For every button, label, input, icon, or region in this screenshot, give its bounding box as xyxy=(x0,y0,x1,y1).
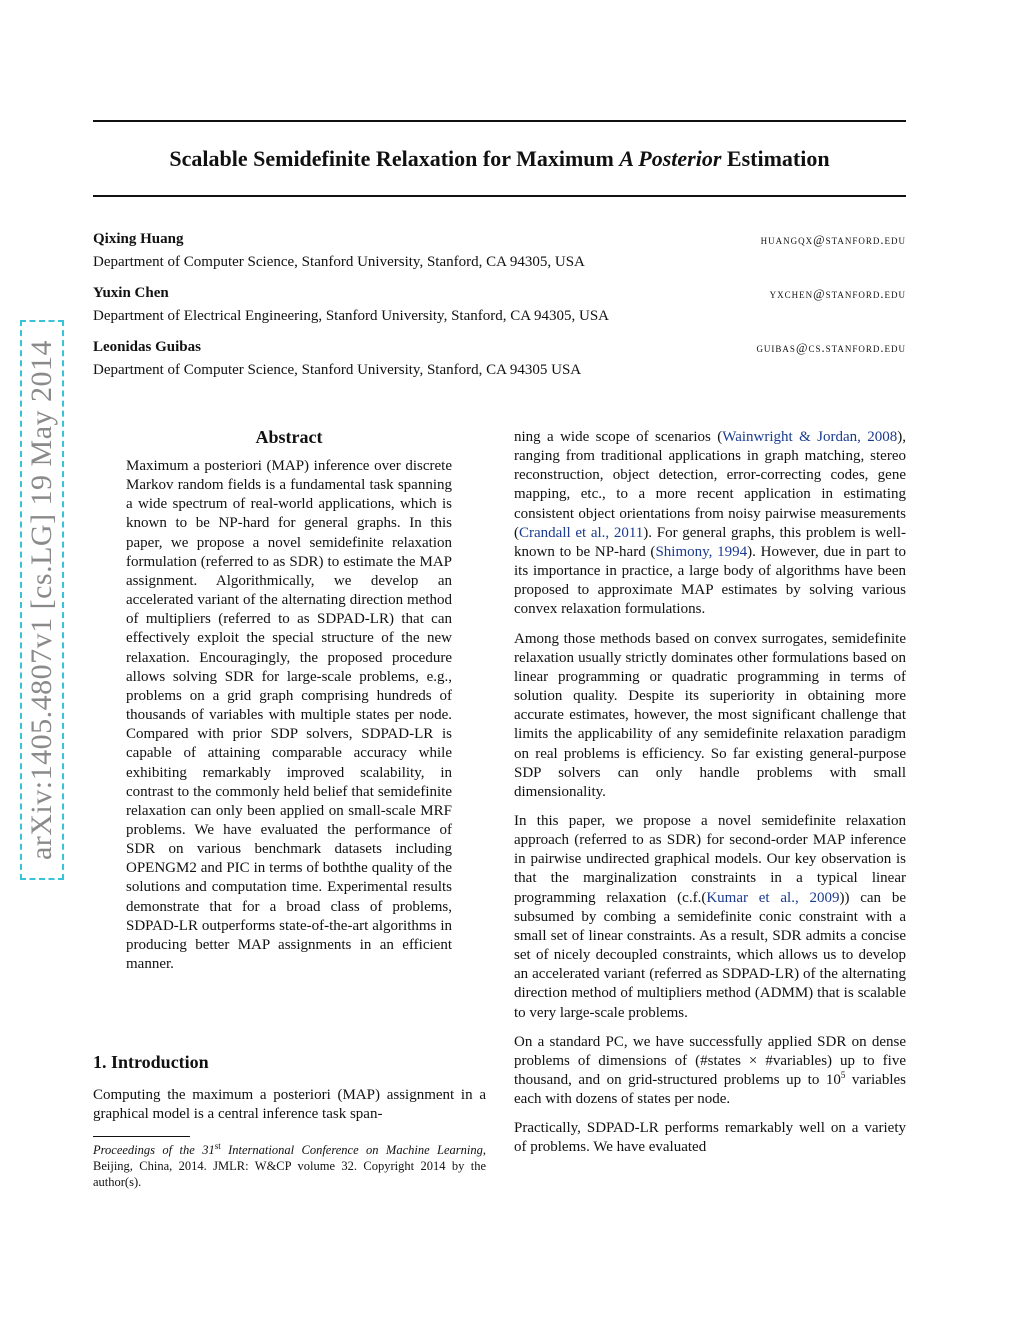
author-name: Qixing Huang xyxy=(93,231,184,247)
introduction-text-start: Computing the maximum a posteriori (MAP) assignment in a graphical model is a central inference task span- xyxy=(93,1087,486,1123)
title-end: Estimation xyxy=(726,146,830,171)
title-bottom-rule xyxy=(93,195,906,197)
title-main: Scalable Semidefinite Relaxation for Maximum xyxy=(169,146,614,171)
citation-link[interactable]: Shimony, 1994 xyxy=(655,543,748,560)
paragraph: Practically, SDPAD-LR performs remarkably well on a variety of problems. We have evaluated xyxy=(514,1120,906,1156)
footnote-conference: International Conference on Machine Learning xyxy=(228,1143,483,1157)
author-name: Leonidas Guibas xyxy=(93,339,201,355)
right-column xyxy=(514,428,906,1168)
paragraph: Among those methods based on convex surrogates, semidefinite relaxation usually strictly dominates other formulations based on linear programming or quadratic programming in terms of solution quality. Despite its superiority in obtaining more accurate estimates, however, the most significant challenge that limits the applicability of any semidefinite relaxation paradigm on real problems is efficiency. So far existing general-purpose SDP solvers can only handle problems with small dimensionality. xyxy=(514,630,906,800)
author-name: Yuxin Chen xyxy=(93,285,169,301)
title-italic: A Posterior xyxy=(619,146,722,171)
abstract-text: Maximum a posteriori (MAP) inference over discrete Markov random fields is a fundamental task spanning a wide spectrum of real-world applications, which is known to be NP-hard for general graphs. In this paper, we propose a novel semidefinite relaxation formulation (referred to as SDR) to estimate the MAP assignment. Algorithmically, we develop an accelerated variant of the alternating direction method of multipliers (referred to as SDPAD-LR) that can effectively exploit the special structure of the new relaxation. Encouragingly, the proposed procedure allows solving SDR for large-scale problems, e.g., problems on a grid graph comprising hundreds of thousands of variables with multiple states per node. Compared with prior SDP solvers, SDPAD-LR is capable of attaining comparable accuracy while exhibiting remarkably improved scalability, in contrast to the commonly held belief that semidefinite relaxation can only been applied on small-scale MRF problems. We have evaluated the performance of SDR on various benchmark datasets including OPENGM2 and PIC in terms of boththe quality of the solutions and computation time. Experimental results demonstrate that for a broad class of problems, SDPAD-LR outperforms state-of-the-art algorithms in producing better MAP assignments in an efficient manner. xyxy=(126,458,452,973)
author-affiliation: Department of Computer Science, Stanford University, Stanford, CA 94305, USA xyxy=(93,254,585,270)
arxiv-identifier-stamp: arXiv:1405.4807v1 [cs.LG] 19 May 2014 xyxy=(20,320,64,880)
footnote-prefix: Proceedings of the 31 xyxy=(93,1143,215,1157)
footnote-rule xyxy=(93,1136,190,1137)
author-email[interactable]: huangqx@stanford.edu xyxy=(760,233,906,247)
paragraph: In this paper, we propose a novel semidefinite relaxation approach (referred to as SDR) for second-order MAP inference in pairwise undirected graphical models. Our key observation is that the marginalization constraints in a typical linear programming relaxation (c.f.(Kumar et al., 2009)) can be subsumed by combing a semidefinite conic constraint with a small set of linear constraints. As a result, SDR admits a concise set of nicely decoupled constraints, which allows us to develop an accelerated variant (referred as SDPAD-LR) of the alternating direction method of multipliers method (ADMM) that is scalable to very large-scale problems. xyxy=(514,812,906,1021)
paragraph: ning a wide scope of scenarios (Wainwright & Jordan, 2008), ranging from traditional applications in graph matching, stereo reconstruction, object detection, error-correcting codes, gene mapping, etc., to a more recent application in estimating consistent object orientations from noisy pairwise measurements (Crandall et al., 2011). For general graphs, this problem is well-known to be NP-hard (Shimony, 1994). However, due in part to its importance in practice, a large body of algorithms have been proposed to approximate MAP estimates by solving various convex relaxation formulations. xyxy=(514,429,907,618)
abstract-heading: Abstract xyxy=(255,427,323,447)
title-top-rule xyxy=(93,120,906,122)
citation-link[interactable]: Kumar et al., 2009 xyxy=(706,889,840,906)
proceedings-footnote xyxy=(93,1142,486,1190)
author-email[interactable]: yxchen@stanford.edu xyxy=(769,287,906,301)
author-email[interactable]: guibas@cs.stanford.edu xyxy=(756,341,906,355)
author-affiliation: Department of Computer Science, Stanford University, Stanford, CA 94305 USA xyxy=(93,362,582,378)
introduction-heading: 1. Introduction xyxy=(93,1052,209,1072)
author-affiliation: Department of Electrical Engineering, Stanford University, Stanford, CA 94305, USA xyxy=(93,308,609,324)
paragraph: On a standard PC, we have successfully applied SDR on dense problems of dimensions of (#states × #variables) up to five thousand, and on grid-structured problems up to $10^5$ variables each with dozens of states per node. xyxy=(514,1033,907,1108)
footnote-rest: , Beijing, China, 2014. JMLR: W&CP volume 32. Copyright 2014 by the author(s). xyxy=(93,1143,487,1189)
paper-title xyxy=(93,146,906,172)
footnote-superscript: st xyxy=(214,1140,221,1151)
citation-link[interactable]: Crandall et al., 2011 xyxy=(519,524,644,541)
citation-link[interactable]: Wainwright & Jordan, 2008 xyxy=(722,429,898,445)
